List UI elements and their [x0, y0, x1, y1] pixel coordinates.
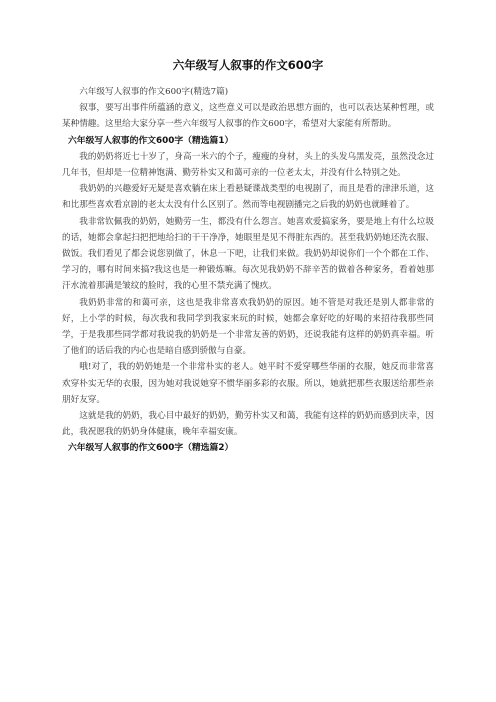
document-body [62, 84, 434, 457]
document-title: 六年级写人叙事的作文600字 [172, 58, 324, 72]
body-paragraph: 哦!对了，我的奶奶她是一个非常朴实的老人。她平时不爱穿哪些华丽的衣服，她反而非常喜欢穿朴实无华的衣服，因为她对我说她穿不惯华丽多彩的衣服。所以，她就把那些衣服送给那些亲朋好友穿。 [62, 362, 434, 405]
section-heading: 六年级写人叙事的作文600字（精选篇2） [68, 443, 234, 454]
document-page [62, 58, 434, 457]
section-heading: 六年级写人叙事的作文600字（精选篇1） [68, 135, 234, 146]
body-paragraph: 叙事，要写出事件所蕴涵的意义，这些意义可以是政治思想方面的，也可以表达某种哲理，或某种情趣。这里给大家分享一些六年级写人叙事的作文600字，希望对大家能有所帮助。 [62, 103, 434, 130]
body-paragraph: 我奶奶非常的和蔼可亲，这也是我非常喜欢我奶奶的原因。她不管是对我还是别人都非常的好，上小学的时候，每次我和我同学到我家来玩的时候，她都会拿好吃的好喝的来招待我那些同学，于是我那些同学都对我说我的奶奶是一个非常友善的奶奶，还说我能有这样的奶奶真幸福。听了他们的话后我的内心也是暗自感到骄傲与自豪。 [62, 297, 434, 357]
body-paragraph: 六年级写人叙事的作文600字(精选7篇) [79, 87, 229, 97]
body-paragraph: 我奶奶的兴趣爱好无疑是喜欢躺在床上看悬疑谍战类型的电视剧了，而且是看的津津乐道，这和比那些喜欢看京剧的老太太没有什么区别了。然而等电视剧播完之后我的奶奶也就睡着了。 [62, 184, 434, 211]
body-paragraph: 我非常钦佩我的奶奶，她勤劳一生，都没有什么怨言。她喜欢爱搞家务，要是地上有什么垃圾的话，她都会拿起扫把把地给扫的干干净净，她眼里是见不得脏东西的。甚至我奶奶她还洗衣服、做饭。我们看见了都会说您别做了，休息一下吧，让我们来做。我奶奶却说你们一个个都在工作、学习的，哪有时间来搞?我这也是一种锻炼嘛。每次见我奶奶不辞辛苦的做着各种家务，看着她那汗水流着那满是皱纹的脸时，我的心里不禁充满了愧疚。 [62, 216, 434, 292]
body-paragraph: 这就是我的奶奶，我心目中最好的奶奶，勤劳朴实又和蔼，我能有这样的奶奶而感到庆幸，因此，我祝愿我的奶奶身体健康，晚年幸福安康。 [62, 411, 434, 438]
body-paragraph: 我的奶奶将近七十岁了，身高一米六的个子，瘦瘦的身材，头上的头发乌黑发亮，虽然没念过几年书，但却是一位精神饱满、勤劳朴实又和蔼可亲的一位老太太，并没有什么特别之处。 [62, 151, 434, 179]
